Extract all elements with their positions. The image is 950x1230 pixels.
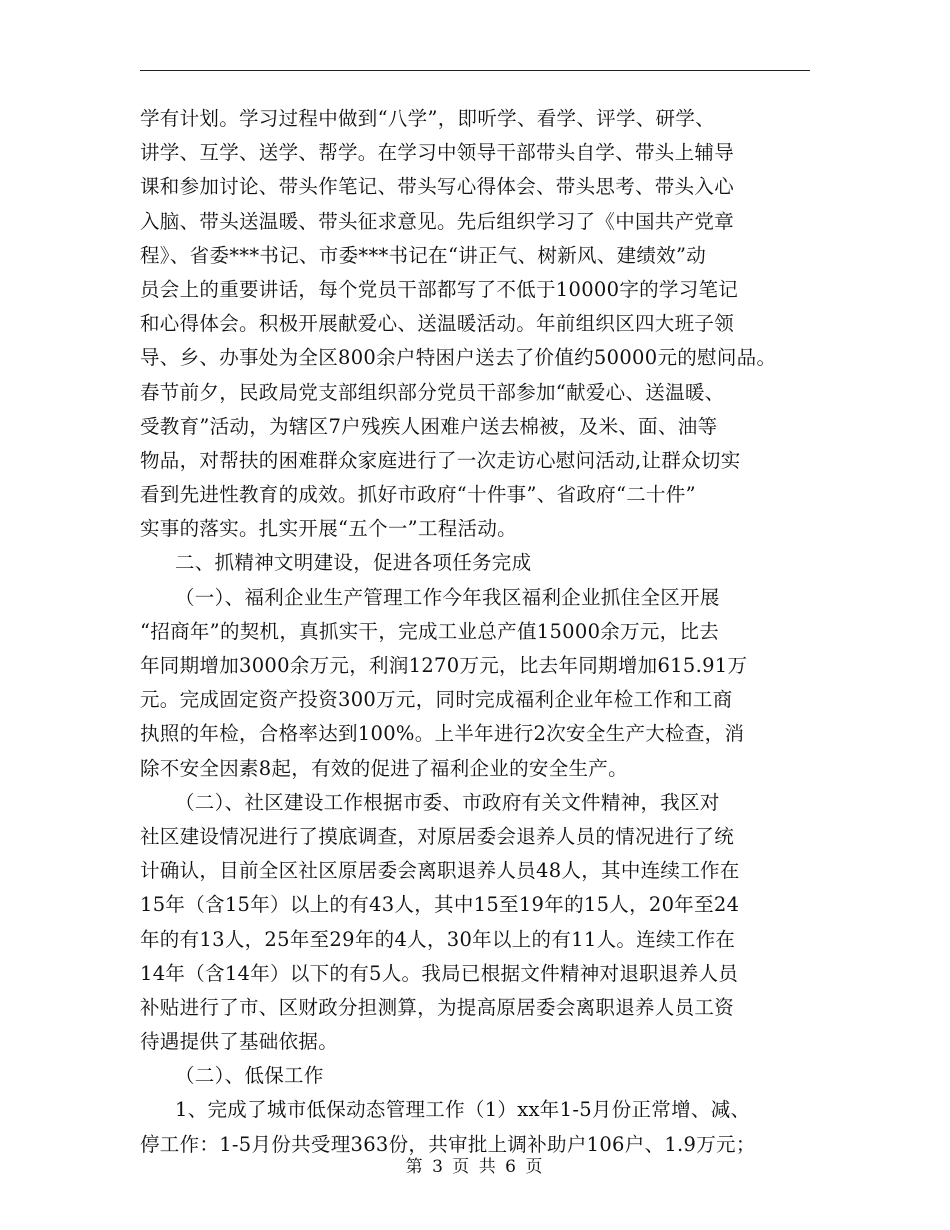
page-number-footer: 第 3 页 共 6 页	[405, 1157, 545, 1177]
body-line: 实事的落实。扎实开展“五个一”工程活动。	[140, 517, 517, 541]
body-line: 元。完成固定资产投资300万元，同时完成福利企业年检工作和工商	[140, 688, 733, 712]
body-line: （二）、社区建设工作根据市委、市政府有关文件精神，我区对	[175, 790, 720, 814]
body-line: 春节前夕，民政局党支部组织部分党员干部参加“献爱心、送温暖、	[140, 380, 725, 404]
body-line: 导、乡、办事处为全区800余户特困户送去了价值约50000元的慰问品。	[140, 346, 777, 370]
document-body	[140, 102, 830, 1162]
body-line: 和心得体会。积极开展献爱心、送温暖活动。年前组织区四大班子领	[140, 312, 735, 336]
body-line: 年同期增加3000余万元，利润1270万元，比去年同期增加615.91万	[140, 654, 748, 677]
body-line: 看到先进性教育的成效。抓好市政府“十件事”、省政府“二十件”	[140, 483, 696, 507]
body-line: 社区建设情况进行了摸底调查，对原居委会退养人员的情况进行了统	[140, 824, 735, 848]
body-line: 物品，对帮扶的困难群众家庭进行了一次走访心慰问活动,让群众切实	[140, 448, 741, 472]
body-line: 年的有13人，25年至29年的4人，30年以上的有11人。连续工作在	[140, 927, 736, 951]
body-line: 计确认，目前全区社区原居委会离职退养人员48人，其中连续工作在	[140, 859, 740, 883]
body-line: 执照的年检，合格率达到100%。上半年进行2次安全生产大检查，消	[140, 722, 745, 746]
body-line: 1、完成了城市低保动态管理工作（1）xx年1-5月份正常增、减、	[175, 1098, 751, 1122]
body-line: （一）、福利企业生产管理工作今年我区福利企业抓住全区开展	[175, 585, 720, 609]
body-line: 补贴进行了市、区财政分担测算，为提高原居委会离职退养人员工资	[140, 995, 735, 1019]
body-line: 讲学、互学、送学、帮学。在学习中领导干部带头自学、带头上辅导	[140, 141, 735, 165]
body-line: “招商年”的契机，真抓实干，完成工业总产值15000余万元，比去	[140, 619, 720, 643]
body-line: 除不安全因素8起，有效的促进了福利企业的安全生产。	[140, 756, 628, 780]
body-line: 受教育”活动，为辖区7户残疾人困难户送去棉被，及米、面、油等	[140, 414, 718, 438]
body-line: 停工作：1-5月份共受理363份，共审批上调补助户106户、1.9万元；	[140, 1132, 756, 1156]
body-line: 入脑、带头送温暖、带头征求意见。先后组织学习了《中国共产党章	[140, 209, 735, 233]
body-line: 员会上的重要讲话，每个党员干部都写了不低于10000字的学习笔记	[140, 277, 739, 301]
section-heading: 二、抓精神文明建设，促进各项任务完成	[175, 551, 532, 575]
body-line: 学有计划。学习过程中做到“八学”，即听学、看学、评学、研学、	[140, 107, 715, 130]
subsection-heading: （二）、低保工作	[175, 1064, 324, 1088]
body-line: 程》、省委***书记、市委***书记在“讲正气、树新风、建绩效”动	[140, 243, 707, 267]
body-line: 15年（含15年）以上的有43人，其中15至19年的15人，20年至24	[140, 893, 740, 917]
body-line: 待遇提供了基础依据。	[140, 1030, 339, 1054]
body-line: 14年（含14年）以下的有5人。我局已根据文件精神对退职退养人员	[140, 961, 739, 985]
body-line: 课和参加讨论、带头作笔记、带头写心得体会、带头思考、带头入心	[140, 175, 735, 199]
header-rule	[140, 70, 810, 71]
